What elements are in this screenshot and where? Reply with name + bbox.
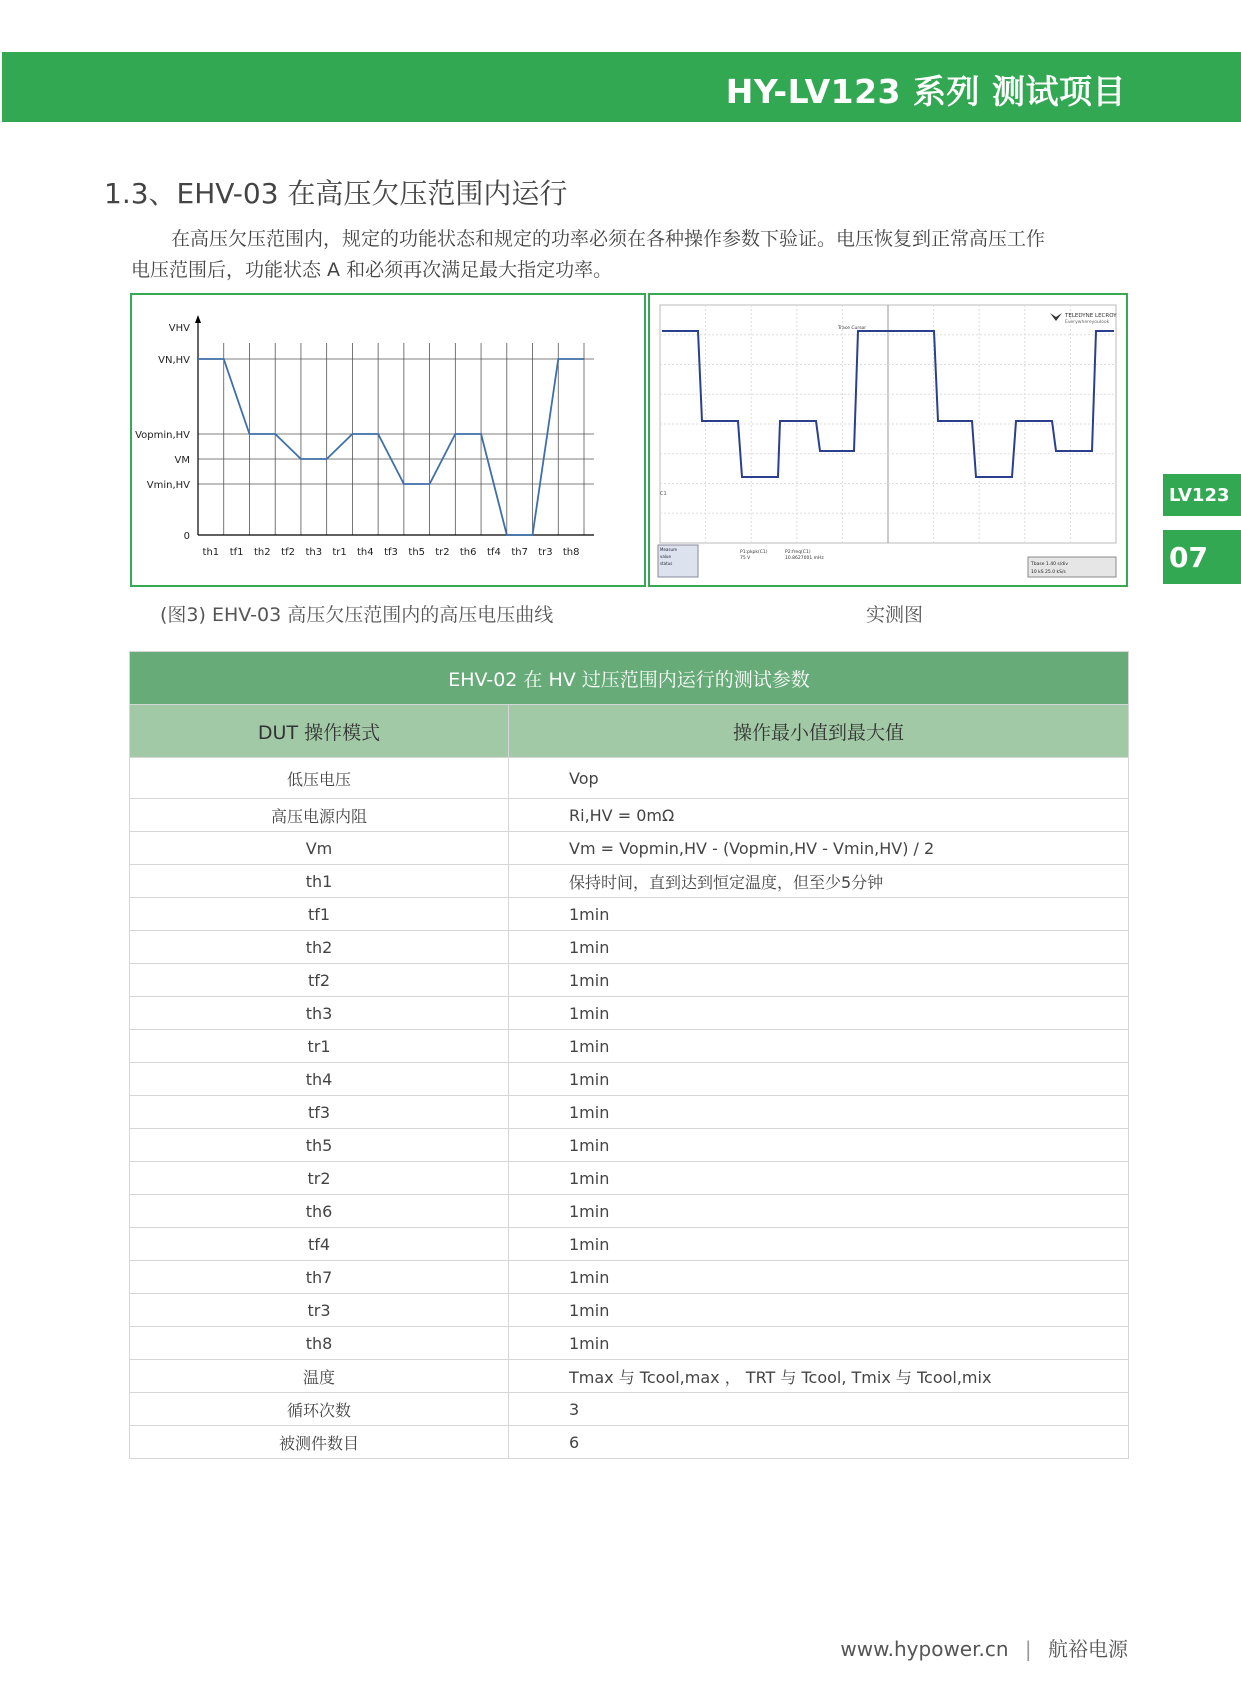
param-value: 1min	[509, 1162, 1129, 1195]
param-name: Vm	[130, 832, 509, 865]
figure-caption-left: (图3) EHV-03 高压欠压范围内的高压电压曲线	[160, 604, 554, 626]
table-row	[130, 1393, 1129, 1426]
x-time-label: tf1	[229, 547, 244, 558]
x-time-label: th1	[202, 547, 220, 558]
param-value: 1min	[509, 931, 1129, 964]
figure-caption-right: 实测图	[866, 604, 924, 626]
param-value: 3	[509, 1393, 1129, 1426]
x-time-label: tf2	[281, 547, 295, 558]
x-time-label: th4	[356, 547, 374, 558]
param-name: th1	[130, 865, 509, 898]
osc-p1-value: 75 V	[740, 556, 751, 561]
table-row	[130, 1294, 1129, 1327]
param-value: 1min	[509, 964, 1129, 997]
param-name: tr1	[130, 1030, 509, 1063]
param-name: tf1	[130, 898, 509, 931]
x-time-label: th3	[305, 547, 323, 558]
table-row	[130, 1129, 1129, 1162]
param-name: 温度	[130, 1360, 509, 1393]
osc-measure-title: Measure	[660, 547, 677, 552]
param-name: 高压电源内阻	[130, 799, 509, 832]
voltage-profile-figure	[130, 293, 646, 587]
param-value: 1min	[509, 1195, 1129, 1228]
param-name: th5	[130, 1129, 509, 1162]
y-level-label: Vmin,HV	[146, 480, 190, 491]
y-level-label: VM	[174, 455, 190, 466]
footer: www.hypower.cn | 航裕电源	[840, 1637, 1128, 1661]
table-row	[130, 832, 1129, 865]
table-row	[130, 931, 1129, 964]
y-level-label: VHV	[168, 323, 190, 334]
osc-tagline: Everywhereyoulook	[1065, 320, 1110, 325]
param-value: 1min	[509, 1294, 1129, 1327]
param-value: 1min	[509, 1228, 1129, 1261]
side-tab-series: LV123	[1163, 474, 1241, 516]
table-row	[130, 1063, 1129, 1096]
x-time-label: th6	[459, 547, 477, 558]
param-name: th8	[130, 1327, 509, 1360]
osc-brand: TELEDYNE LECROY	[1065, 313, 1117, 319]
table-title: EHV-02 在 HV 过压范围内运行的测试参数	[130, 652, 1129, 705]
table-row	[130, 1426, 1129, 1459]
section-intro: 在高压欠压范围内，规定的功能状态和规定的功率必须在各种操作参数下验证。电压恢复到正常高压工作电压范围后，功能状态 A 和必须再次满足最大指定功率。	[131, 228, 1046, 281]
osc-p2-value: 10.8627001 mHz	[785, 556, 824, 561]
param-name: th4	[130, 1063, 509, 1096]
y-level-label: 0	[183, 531, 190, 542]
param-value: 1min	[509, 1063, 1129, 1096]
table-row	[130, 1162, 1129, 1195]
x-time-label: th5	[408, 547, 426, 558]
param-name: 循环次数	[130, 1393, 509, 1426]
param-name: tf3	[130, 1096, 509, 1129]
y-axis-arrow-icon	[195, 315, 201, 323]
osc-p2-label: P2:freq(C1)	[785, 550, 811, 555]
osc-p1-label: P1:pkpk(C1)	[740, 550, 768, 555]
param-name: tf2	[130, 964, 509, 997]
x-time-label: tf3	[384, 547, 398, 558]
param-name: th2	[130, 931, 509, 964]
table-header-row	[130, 705, 1129, 758]
x-time-label: th2	[254, 547, 271, 558]
oscilloscope-figure	[648, 293, 1128, 587]
table-row	[130, 1030, 1129, 1063]
table-row	[130, 799, 1129, 832]
osc-marker-label: Trace Cursor	[838, 326, 867, 331]
test-parameter-table	[129, 651, 1129, 1459]
table-row	[130, 1360, 1129, 1393]
param-value: 1min	[509, 1261, 1129, 1294]
table-row	[130, 898, 1129, 931]
footer-website: www.hypower.cn	[840, 1637, 1009, 1661]
osc-samples: 10 kS 25.0 kS/s	[1031, 570, 1066, 575]
param-value: 1min	[509, 1327, 1129, 1360]
param-name: tr3	[130, 1294, 509, 1327]
table-row	[130, 1327, 1129, 1360]
table-row	[130, 865, 1129, 898]
y-level-label: Vopmin,HV	[135, 430, 190, 441]
table-row	[130, 1195, 1129, 1228]
param-value: Tmax 与 Tcool,max ， TRT 与 Tcool, Tmix 与 Tcool,mix	[509, 1360, 1129, 1393]
voltage-profile-chart	[132, 295, 644, 585]
param-value: 1min	[509, 1030, 1129, 1063]
x-time-label: th8	[562, 547, 580, 558]
param-value: 1min	[509, 1129, 1129, 1162]
x-time-label: tf4	[487, 547, 501, 558]
osc-measure-status: status	[660, 561, 673, 566]
table-row	[130, 1096, 1129, 1129]
param-name: tf4	[130, 1228, 509, 1261]
header-title: HY-LV123 系列 测试项目	[725, 72, 1126, 111]
table-row	[130, 1228, 1129, 1261]
osc-measure-value: value	[660, 554, 671, 559]
table-row	[130, 964, 1129, 997]
param-name: tr2	[130, 1162, 509, 1195]
param-value: 1min	[509, 898, 1129, 931]
param-name: th6	[130, 1195, 509, 1228]
col-header-mode: DUT 操作模式	[130, 705, 509, 758]
param-name: 被测件数目	[130, 1426, 509, 1459]
param-value: 6	[509, 1426, 1129, 1459]
x-time-label: tr2	[435, 547, 450, 558]
param-name: th7	[130, 1261, 509, 1294]
param-value: Vm = Vopmin,HV - (Vopmin,HV - Vmin,HV) / 2	[509, 832, 1129, 865]
table-title-row	[130, 652, 1129, 705]
table-row	[130, 1261, 1129, 1294]
osc-channel-label: C1	[660, 491, 667, 497]
oscilloscope-screen	[650, 295, 1126, 585]
table-row	[130, 997, 1129, 1030]
param-value: 1min	[509, 997, 1129, 1030]
param-value: 1min	[509, 1096, 1129, 1129]
col-header-range: 操作最小值到最大值	[509, 705, 1129, 758]
section-title: 1.3、EHV-03 在高压欠压范围内运行	[104, 177, 568, 210]
x-time-label: tr3	[538, 547, 553, 558]
table-row	[130, 758, 1129, 799]
y-level-label: VN,HV	[158, 355, 190, 366]
footer-company: 航裕电源	[1048, 1637, 1128, 1661]
param-value: 保持时间，直到达到恒定温度，但至少5分钟	[509, 865, 1129, 898]
param-name: 低压电压	[130, 758, 509, 799]
osc-timebase: Tbase 1.40 s/div	[1031, 562, 1068, 567]
param-value: Ri,HV = 0mΩ	[509, 799, 1129, 832]
param-value: Vop	[509, 758, 1129, 799]
x-time-label: th7	[511, 547, 528, 558]
x-time-label: tr1	[332, 547, 347, 558]
side-tab-page: 07	[1163, 530, 1241, 584]
param-name: th3	[130, 997, 509, 1030]
voltage-profile-line	[198, 359, 584, 535]
